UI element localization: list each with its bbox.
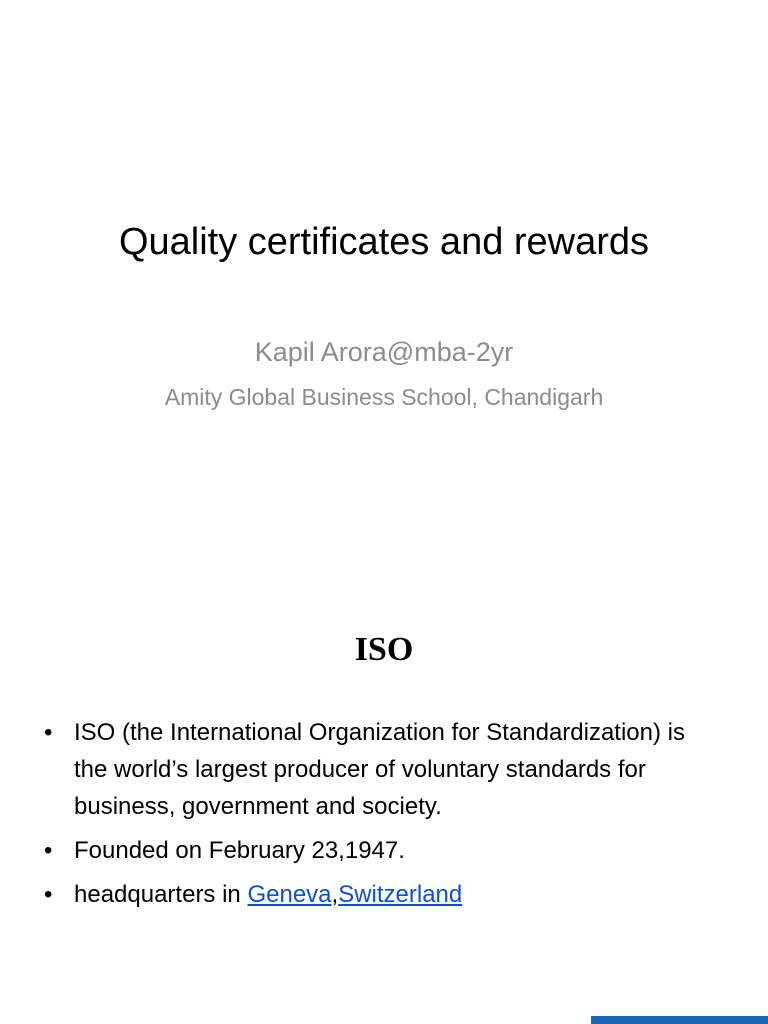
list-item bbox=[44, 714, 724, 825]
accent-bar bbox=[591, 1016, 768, 1024]
switzerland-link[interactable]: Switzerland bbox=[338, 881, 463, 908]
geneva-link[interactable]: Geneva bbox=[247, 881, 332, 908]
bullet-icon: • bbox=[44, 719, 53, 746]
hq-separator: , bbox=[331, 881, 339, 908]
bullet-icon: • bbox=[44, 837, 53, 864]
bullet-icon: • bbox=[44, 881, 53, 908]
author-name: Kapil Arora@mba-2yr bbox=[254, 337, 514, 367]
list-item bbox=[44, 876, 724, 913]
slide-title-heading: Quality certificates and rewards bbox=[118, 221, 650, 263]
hq-prefix: headquarters in bbox=[74, 881, 248, 908]
slide-iso bbox=[0, 512, 768, 1024]
bullet-text: Founded on February 23,1947. bbox=[74, 837, 405, 864]
iso-heading: ISO bbox=[354, 631, 414, 668]
institution-name: Amity Global Business School, Chandigarh bbox=[164, 384, 604, 410]
bullet-text: ISO (the International Organization for Standardization) is the world’s largest producer of voluntary standards for business, government and society. bbox=[74, 719, 685, 820]
list-item bbox=[44, 832, 724, 869]
bullet-list bbox=[44, 714, 724, 920]
